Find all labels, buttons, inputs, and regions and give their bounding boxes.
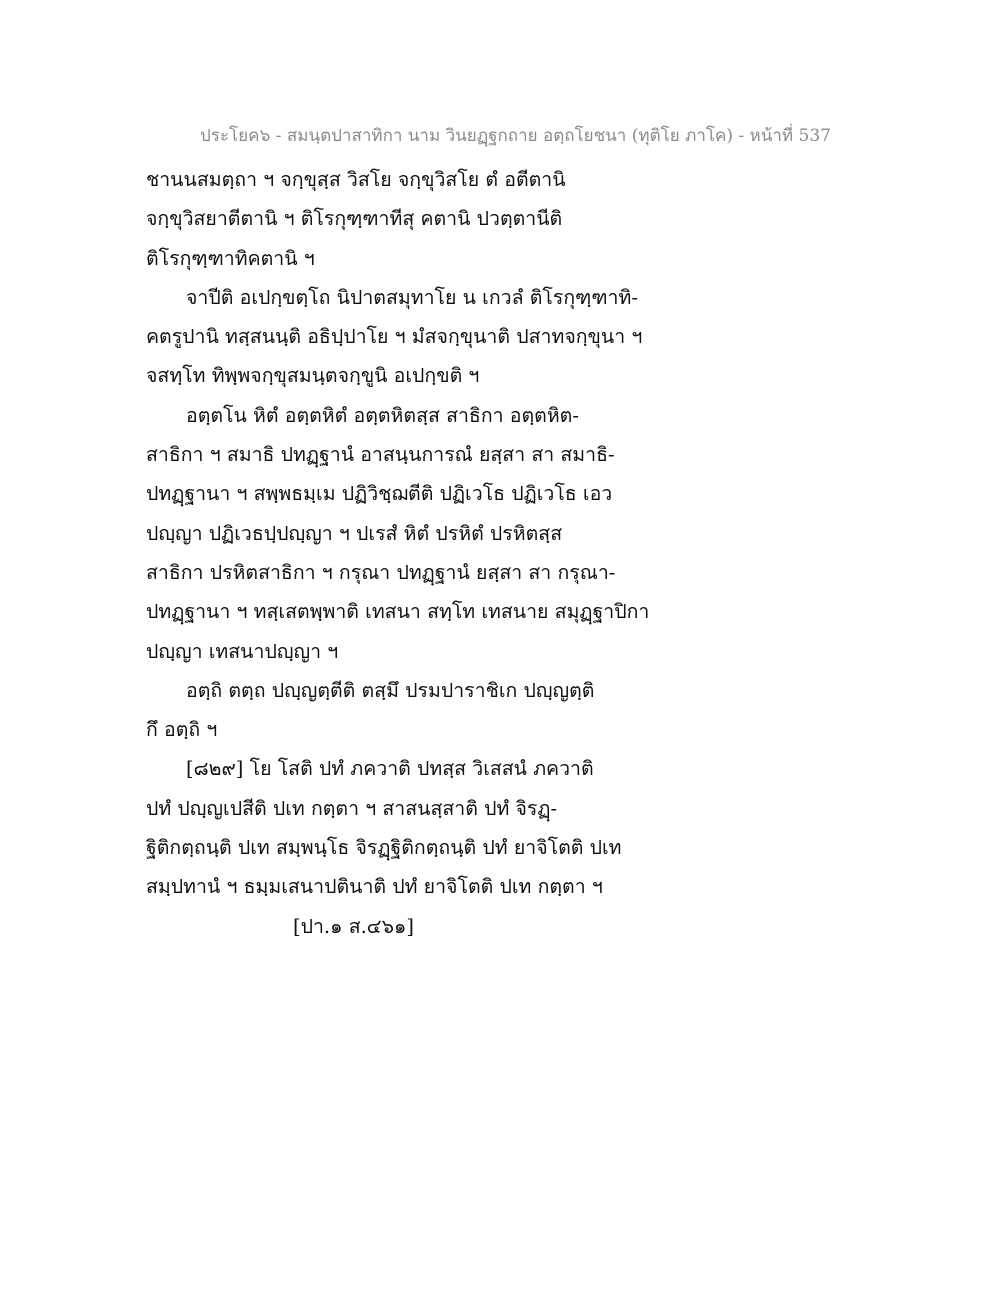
text-line: ปทฏฺฐานา ฯ ทสฺเสตพฺพาติ เทสนา สทฺโท เทสนาย สมุฏฺฐาปิกา [146, 600, 650, 624]
text-line: ปญฺญา ปฏิเวธปฺปญฺญา ฯ ปเรสํ หิตํ ปรหิตํ ปรหิตสฺส [146, 521, 563, 545]
text-line: สาธิกา ปรหิตสาธิกา ฯ กรุณา ปทฏฺฐานํ ยสฺสา สา กรุณา- [146, 560, 616, 584]
text-line: จกฺขุวิสยาตีตานิ ฯ ติโรกุฑฺฑาทีสุ คตานิ ปวตฺตานีติ [146, 207, 563, 231]
text-line: ปญฺญา เทสนาปญฺญา ฯ [146, 639, 339, 663]
text-line: สมฺปทานํ ฯ ธมฺมเสนาปตินาติ ปทํ ยาจิโตติ ปเท กตฺตา ฯ [146, 875, 603, 899]
paragraph-first-line: [๘๒๙] โย โสติ ปทํ ภควาติ ปทสฺส วิเสสนํ ภควาติ [186, 757, 594, 781]
text-line: ฐิติกตฺถนฺติ ปเท สมฺพนฺโธ จิรฏฺฐิติกตฺถนฺติ ปทํ ยาจิโตติ ปเท [146, 836, 622, 860]
paragraph-first-line: อตฺตโน หิตํ อตฺตหิตํ อตฺตหิตสฺส สาธิกา อตฺตหิต- [186, 403, 579, 427]
text-line: ปทํ ปญฺญเปสีติ ปเท กตฺตา ฯ สาสนสฺสาติ ปทํ จิรฏฺ- [146, 796, 558, 820]
text-line: ปทฏฺฐานา ฯ สพฺพธมฺเม ปฏิวิชฺฌตีติ ปฏิเวโธ ปฏิเวโธ เอว [146, 482, 613, 506]
paragraph-first-line: อตฺถิ ตตฺถ ปญฺญตฺตีติ ตสฺมึ ปรมปาราชิเก ปญฺญตฺติ [186, 678, 595, 702]
text-line: จสทฺโท ทิพฺพจกฺขุสมนฺตจกฺขูนิ อเปกฺขติ ฯ [146, 364, 480, 388]
page-reference: [ปา.๑ ส.๔๖๑] [293, 914, 414, 938]
text-line: ชานนสมตฺถา ฯ จกฺขุสฺส วิสโย จกฺขุวิสโย ตํ อตีตานิ [146, 168, 566, 191]
paragraph-first-line: จาปีติ อเปกฺขตฺโถ นิปาตสมุทาโย น เกวลํ ติโรกุฑฺฑาทิ- [186, 285, 638, 309]
page-header: ประโยค๖ - สมนฺตปาสาทิกา นาม วินยฏฺฐกถาย อตฺถโยชนา (ทุติโย ภาโค) - หน้าที่ 537 [200, 126, 831, 146]
text-line: สาธิกา ฯ สมาธิ ปทฏฺฐานํ อาสนฺนการณํ ยสฺสา สา สมาธิ- [146, 443, 615, 467]
text-line: คตรูปานิ ทสฺสนนฺติ อธิปฺปาโย ฯ มํสจกฺขุนาติ ปสาทจกฺขุนา ฯ [146, 325, 643, 349]
text-line: ติโรกุฑฺฑาทิคตานิ ฯ [146, 246, 315, 270]
page-body-text [146, 160, 706, 946]
text-line: กึ อตฺถิ ฯ [146, 718, 218, 742]
